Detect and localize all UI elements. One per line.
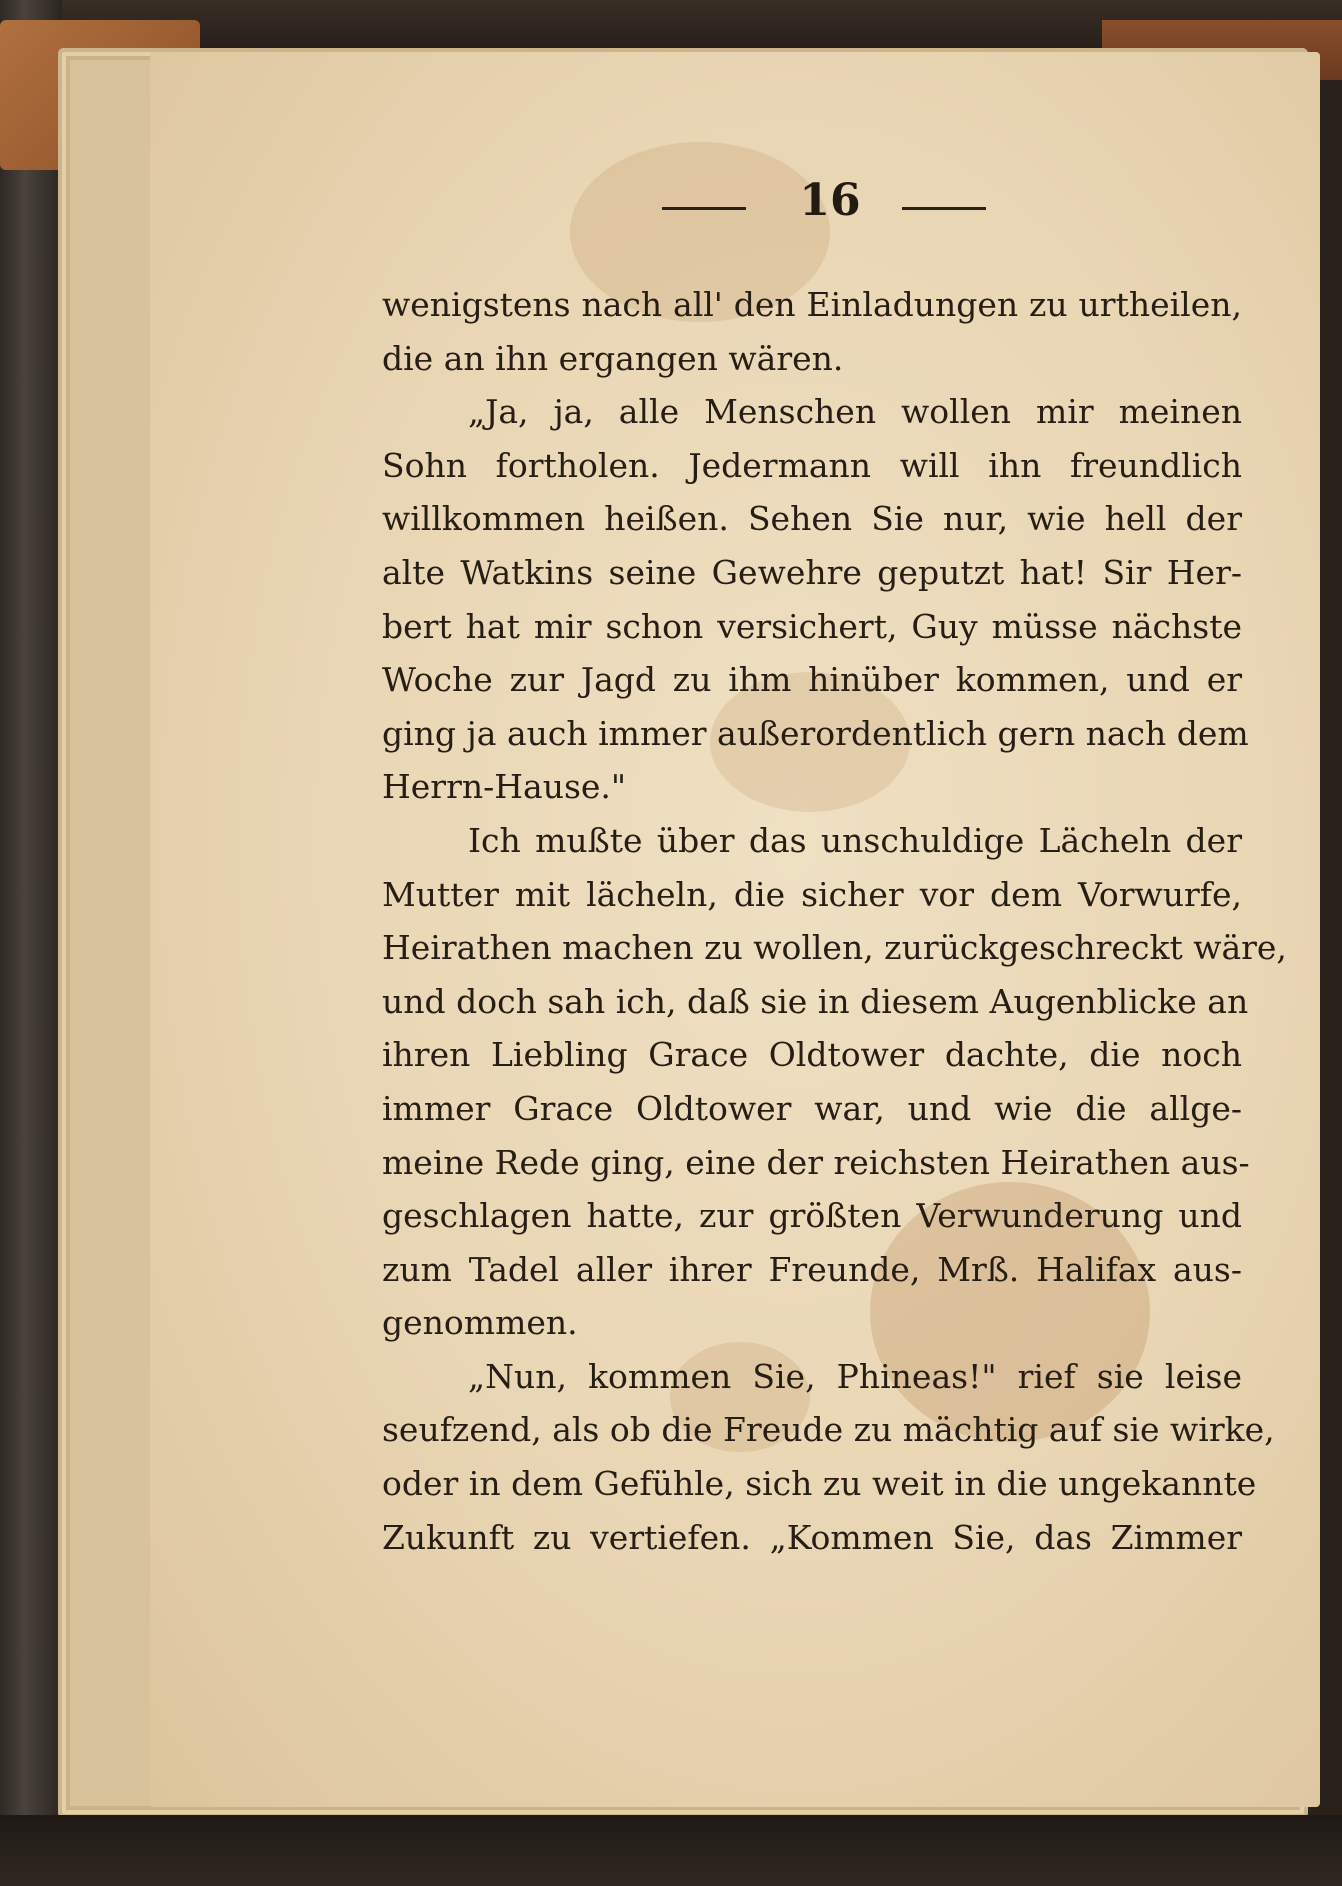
text-line: alte Watkins seine Gewehre geputzt hat! Sir Her- (382, 552, 1242, 592)
book-cover-spine-edge (0, 0, 62, 1886)
text-line: ging ja auch immer außerordentlich gern nach dem (382, 713, 1249, 753)
text-line: „Nun, kommen Sie, Phineas!" rief sie leise (468, 1356, 1242, 1396)
page-number: 16 (799, 175, 861, 226)
text-line: genommen. (382, 1303, 578, 1343)
text-line: zum Tadel aller ihrer Freunde, Mrß. Halifax aus- (382, 1249, 1242, 1289)
text-line: Sohn fortholen. Jedermann will ihn freundlich (382, 445, 1242, 485)
text-line: „Ja, ja, alle Menschen wollen mir meinen (468, 392, 1242, 432)
header-rule-right (902, 207, 986, 210)
book-cover-bottom (0, 1815, 1342, 1886)
text-line: die an ihn ergangen wären. (382, 338, 844, 378)
text-line: bert hat mir schon versichert, Guy müsse nächste (382, 606, 1242, 646)
text-line: ihren Liebling Grace Oldtower dachte, die noch (382, 1035, 1242, 1075)
page-header (0, 175, 1342, 235)
text-line: geschlagen hatte, zur größten Verwunderung und (382, 1196, 1242, 1236)
page-body-text (382, 278, 1287, 1564)
text-line: und doch sah ich, daß sie in diesem Augenblicke an (382, 981, 1249, 1021)
text-line: meine Rede ging, eine der reichsten Heirathen aus- (382, 1142, 1250, 1182)
text-line: wenigstens nach all' den Einladungen zu urtheilen, (382, 285, 1242, 324)
header-rule-left (662, 207, 746, 210)
text-line: Zukunft zu vertiefen. „Kommen Sie, das Zimmer (382, 1517, 1242, 1557)
text-line: Herrn-Hause." (382, 767, 627, 807)
text-line: Heirathen machen zu wollen, zurückgeschreckt wäre, (382, 928, 1287, 968)
text-line: oder in dem Gefühle, sich zu weit in die ungekannte (382, 1464, 1257, 1504)
text-line: immer Grace Oldtower war, und wie die allge- (382, 1088, 1242, 1128)
text-line: Mutter mit lächeln, die sicher vor dem Vorwurfe, (382, 874, 1242, 914)
text-line: willkommen heißen. Sehen Sie nur, wie hell der (382, 499, 1242, 539)
text-line: Ich mußte über das unschuldige Lächeln der (468, 820, 1242, 860)
text-line: Woche zur Jagd zu ihm hinüber kommen, und er (382, 660, 1242, 700)
text-line: seufzend, als ob die Freude zu mächtig auf sie wirke, (382, 1410, 1275, 1450)
